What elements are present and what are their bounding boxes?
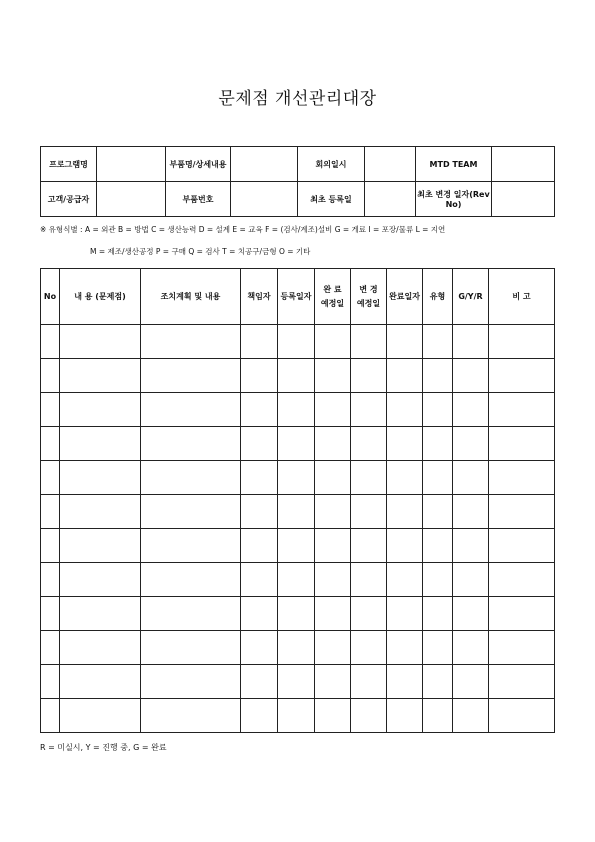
type-cell[interactable] [423,631,453,665]
action-plan-cell[interactable] [141,325,241,359]
action-plan-cell[interactable] [141,665,241,699]
remarks-cell[interactable] [489,597,555,631]
type-cell[interactable] [423,427,453,461]
table-row [41,665,555,699]
column-header-completion-date: 완료일자 [387,269,423,325]
content-cell[interactable] [60,359,141,393]
type-cell[interactable] [423,359,453,393]
customer-supplier-field[interactable] [97,182,166,217]
planned-change-cell[interactable] [351,359,387,393]
planned-change-cell[interactable] [351,597,387,631]
planned-completion-cell[interactable] [315,631,351,665]
remarks-cell[interactable] [489,461,555,495]
no-cell[interactable] [41,597,60,631]
table-row [41,597,555,631]
header-info-table [40,146,555,217]
planned-completion-cell[interactable] [315,393,351,427]
owner-cell[interactable] [241,495,278,529]
registration-date-cell[interactable] [278,325,315,359]
planned-change-cell[interactable] [351,495,387,529]
team-label: MTD TEAM [416,147,492,182]
no-cell[interactable] [41,325,60,359]
status-cell[interactable] [453,563,489,597]
remarks-cell[interactable] [489,427,555,461]
meeting-date-label: 회의일시 [298,147,365,182]
no-cell[interactable] [41,665,60,699]
owner-cell[interactable] [241,427,278,461]
registration-date-cell[interactable] [278,495,315,529]
status-cell[interactable] [453,495,489,529]
owner-cell[interactable] [241,631,278,665]
no-cell[interactable] [41,461,60,495]
status-cell[interactable] [453,393,489,427]
remarks-cell[interactable] [489,325,555,359]
registration-date-cell[interactable] [278,359,315,393]
planned-completion-cell[interactable] [315,495,351,529]
column-header-planned-completion: 완 료 예정일 [315,269,351,325]
no-cell[interactable] [41,393,60,427]
action-plan-cell[interactable] [141,563,241,597]
status-cell[interactable] [453,699,489,733]
content-cell[interactable] [60,325,141,359]
remarks-cell[interactable] [489,699,555,733]
action-plan-cell[interactable] [141,461,241,495]
action-plan-cell[interactable] [141,631,241,665]
registration-date-cell[interactable] [278,665,315,699]
column-header-registration-date: 등록일자 [278,269,315,325]
status-cell[interactable] [453,597,489,631]
owner-cell[interactable] [241,325,278,359]
owner-cell[interactable] [241,393,278,427]
table-row [41,529,555,563]
column-header-owner: 책임자 [241,269,278,325]
action-plan-cell[interactable] [141,529,241,563]
owner-cell[interactable] [241,563,278,597]
status-cell[interactable] [453,325,489,359]
issue-table-body [41,325,555,733]
owner-cell[interactable] [241,461,278,495]
action-plan-cell[interactable] [141,597,241,631]
completion-date-cell[interactable] [387,359,423,393]
registration-date-cell[interactable] [278,631,315,665]
table-row [41,631,555,665]
type-cell[interactable] [423,597,453,631]
planned-change-cell[interactable] [351,461,387,495]
table-row [41,461,555,495]
status-cell[interactable] [453,665,489,699]
table-row [41,393,555,427]
part-description-field[interactable] [231,147,298,182]
planned-change-cell[interactable] [351,325,387,359]
type-cell[interactable] [423,393,453,427]
completion-date-cell[interactable] [387,393,423,427]
column-header-no: No [41,269,60,325]
planned-completion-cell[interactable] [315,597,351,631]
action-plan-cell[interactable] [141,393,241,427]
planned-change-cell[interactable] [351,563,387,597]
remarks-cell[interactable] [489,665,555,699]
registration-date-cell[interactable] [278,393,315,427]
completion-date-cell[interactable] [387,325,423,359]
type-cell[interactable] [423,495,453,529]
action-plan-cell[interactable] [141,495,241,529]
registration-date-cell[interactable] [278,427,315,461]
completion-date-cell[interactable] [387,461,423,495]
program-name-field[interactable] [97,147,166,182]
first-change-date-label: 최초 변경 일자(Rev No) [416,182,492,217]
column-header-status: G/Y/R [453,269,489,325]
part-description-label: 부품명/상세내용 [166,147,231,182]
completion-date-cell[interactable] [387,563,423,597]
completion-date-cell[interactable] [387,699,423,733]
planned-completion-cell[interactable] [315,359,351,393]
action-plan-cell[interactable] [141,427,241,461]
action-plan-cell[interactable] [141,359,241,393]
planned-completion-cell[interactable] [315,699,351,733]
column-header-action-plan: 조치계획 및 내용 [141,269,241,325]
planned-change-cell[interactable] [351,393,387,427]
registration-date-cell[interactable] [278,597,315,631]
team-field[interactable] [492,147,555,182]
owner-cell[interactable] [241,359,278,393]
planned-change-cell[interactable] [351,699,387,733]
table-row [41,325,555,359]
page-title: 문제점 개선관리대장 [218,89,377,109]
status-footnote: R = 미실시, Y = 진행 중, G = 완료 [40,743,167,752]
planned-change-cell[interactable] [351,631,387,665]
owner-cell[interactable] [241,597,278,631]
remarks-cell[interactable] [489,359,555,393]
type-cell[interactable] [423,529,453,563]
column-header-content: 내 용 (문제점) [60,269,141,325]
type-cell[interactable] [423,665,453,699]
part-number-field[interactable] [231,182,298,217]
no-cell[interactable] [41,563,60,597]
owner-cell[interactable] [241,699,278,733]
column-header-type: 유형 [423,269,453,325]
table-row [41,495,555,529]
table-row [41,699,555,733]
completion-date-cell[interactable] [387,597,423,631]
status-cell[interactable] [453,631,489,665]
planned-change-cell[interactable] [351,529,387,563]
column-header-planned-change: 변 경 예정일 [351,269,387,325]
completion-date-cell[interactable] [387,631,423,665]
planned-change-cell[interactable] [351,427,387,461]
planned-completion-cell[interactable] [315,665,351,699]
customer-supplier-label: 고객/공급자 [41,182,97,217]
column-header-remarks: 비 고 [489,269,555,325]
status-cell[interactable] [453,359,489,393]
planned-completion-cell[interactable] [315,461,351,495]
content-cell[interactable] [60,427,141,461]
part-number-label: 부품번호 [166,182,231,217]
planned-change-cell[interactable] [351,665,387,699]
registration-date-cell[interactable] [278,461,315,495]
meeting-date-field[interactable] [365,147,416,182]
type-cell[interactable] [423,461,453,495]
content-cell[interactable] [60,597,141,631]
content-cell[interactable] [60,393,141,427]
content-cell[interactable] [60,529,141,563]
content-cell[interactable] [60,495,141,529]
status-cell[interactable] [453,461,489,495]
type-legend-line-1: ※ 유형식별 : A = 외관 B = 방법 C = 생산능력 D = 설계 E = 교육 F = (검사/계조)설비 G = 게료 I = 포장/물류 L = 지연 [40,225,446,234]
action-plan-cell[interactable] [141,699,241,733]
completion-date-cell[interactable] [387,529,423,563]
content-cell[interactable] [60,461,141,495]
content-cell[interactable] [60,631,141,665]
no-cell[interactable] [41,631,60,665]
owner-cell[interactable] [241,665,278,699]
table-row [41,359,555,393]
table-row [41,427,555,461]
remarks-cell[interactable] [489,495,555,529]
planned-completion-cell[interactable] [315,427,351,461]
planned-completion-cell[interactable] [315,325,351,359]
completion-date-cell[interactable] [387,427,423,461]
planned-completion-cell[interactable] [315,529,351,563]
type-cell[interactable] [423,699,453,733]
first-registration-field[interactable] [365,182,416,217]
content-cell[interactable] [60,699,141,733]
type-cell[interactable] [423,325,453,359]
remarks-cell[interactable] [489,631,555,665]
registration-date-cell[interactable] [278,563,315,597]
remarks-cell[interactable] [489,563,555,597]
table-row [41,563,555,597]
type-legend-line-2: M = 제조/생산공정 P = 구매 Q = 검사 T = 치공구/금형 O = 기타 [90,247,311,256]
registration-date-cell[interactable] [278,529,315,563]
completion-date-cell[interactable] [387,495,423,529]
type-cell[interactable] [423,563,453,597]
first-change-date-field[interactable] [492,182,555,217]
no-cell[interactable] [41,529,60,563]
remarks-cell[interactable] [489,529,555,563]
remarks-cell[interactable] [489,393,555,427]
no-cell[interactable] [41,699,60,733]
issue-table [40,268,555,733]
no-cell[interactable] [41,495,60,529]
content-cell[interactable] [60,665,141,699]
content-cell[interactable] [60,563,141,597]
registration-date-cell[interactable] [278,699,315,733]
planned-completion-cell[interactable] [315,563,351,597]
program-name-label: 프로그램명 [41,147,97,182]
owner-cell[interactable] [241,529,278,563]
first-registration-label: 최초 등록일 [298,182,365,217]
issue-table-header [41,269,555,325]
no-cell[interactable] [41,359,60,393]
status-cell[interactable] [453,529,489,563]
completion-date-cell[interactable] [387,665,423,699]
no-cell[interactable] [41,427,60,461]
status-cell[interactable] [453,427,489,461]
